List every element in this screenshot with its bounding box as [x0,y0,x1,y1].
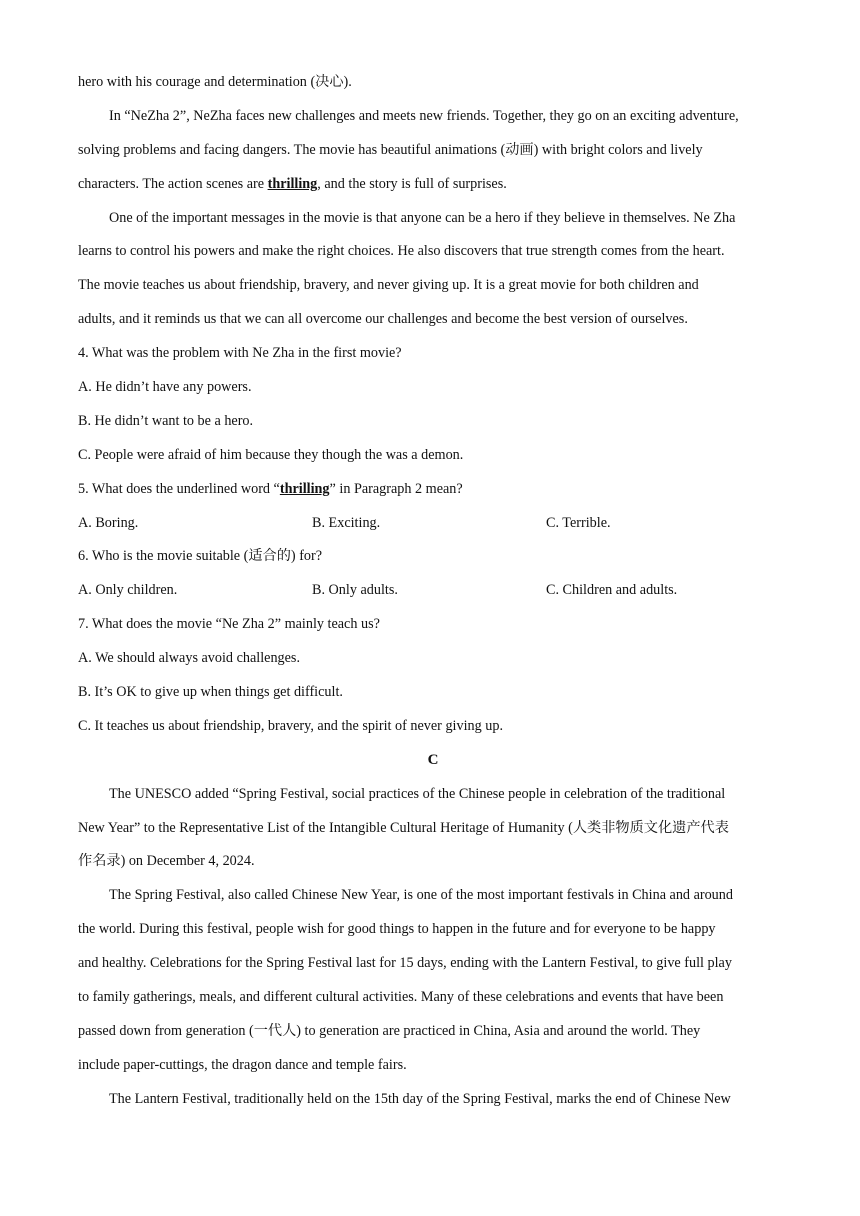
option-b: B. Only adults. [312,582,398,599]
options-row [78,574,788,608]
text-line: The Spring Festival, also called Chinese New Year, is one of the most important festivals in China and around [109,887,733,904]
option-a: A. He didn’t have any powers. [78,379,252,396]
text-line: The Lantern Festival, traditionally held on the 15th day of the Spring Festival, marks the end of Chinese New [109,1090,731,1107]
option-c: C. It teaches us about friendship, bravery, and the spirit of never giving up. [78,717,503,734]
option-b: B. Exciting. [312,514,381,531]
text-line: adults, and it reminds us that we can all overcome our challenges and become the best version of ourselves. [78,311,688,328]
question-6 [78,540,788,608]
passage-b-paragraph-2 [78,100,788,202]
text-line: The movie teaches us about friendship, bravery, and never giving up. It is a great movie for both children and [78,277,699,294]
text-line: to family gatherings, meals, and different cultural activities. Many of these celebrations and events that have been [78,989,724,1006]
option-b: B. It’s OK to give up when things get difficult. [78,684,343,701]
option-a: A. Only children. [78,582,178,599]
question-stem: 7. What does the movie “Ne Zha 2” mainly teach us? [78,616,380,633]
question-4 [78,337,788,473]
text-segment: 5. What does the underlined word “ [78,480,280,497]
question-stem: 6. Who is the movie suitable (适合的) for? [78,548,323,565]
document-page [78,66,788,1117]
passage-c-paragraph-1 [78,778,788,880]
question-stem: 4. What was the problem with Ne Zha in the first movie? [78,345,402,362]
passage-b-paragraph-1-end: hero with his courage and determination (决心). [78,74,352,90]
text-line: and healthy. Celebrations for the Spring Festival last for 15 days, ending with the Lantern Festival, to give full play [78,955,732,972]
text-segment: ” in Paragraph 2 mean? [329,480,463,497]
text-line: passed down from generation (一代人) to generation are practiced in China, Asia and around the world. They [78,1022,701,1039]
option-c: C. People were afraid of him because they though the was a demon. [78,446,464,463]
question-stem [78,473,788,507]
passage-c-paragraph-3 [78,1083,788,1117]
underlined-word: thrilling [279,480,330,497]
text-line: solving problems and facing dangers. The movie has beautiful animations (动画) with bright colors and lively [78,141,703,158]
option-a: A. Boring. [78,514,139,531]
text-line: The UNESCO added “Spring Festival, social practices of the Chinese people in celebration of the traditional [109,785,726,802]
option-c: C. Children and adults. [546,582,678,599]
text-line: 作名录) on December 4, 2024. [78,853,255,870]
option-b: B. He didn’t want to be a hero. [78,412,254,429]
text-line: the world. During this festival, people wish for good things to happen in the future and for everyone to be happy [78,921,716,938]
options-row [78,507,788,541]
option-a: A. We should always avoid challenges. [78,650,300,667]
passage-b-paragraph-3 [78,202,788,338]
question-7 [78,608,788,744]
text-line: In “NeZha 2”, NeZha faces new challenges and meets new friends. Together, they go on an exciting adventure, [109,107,739,124]
section-heading: C [427,751,439,768]
question-5 [78,473,788,541]
text-line: include paper-cuttings, the dragon dance and temple fairs. [78,1056,407,1073]
text-segment: characters. The action scenes are [78,175,268,192]
text-segment: , and the story is full of surprises. [317,175,507,192]
text-line: One of the important messages in the movie is that anyone can be a hero if they believe in themselves. Ne Zha [109,209,736,226]
text-line: New Year” to the Representative List of the Intangible Cultural Heritage of Humanity (人类非物质文化遗产代表 [78,819,729,836]
passage-c-paragraph-2 [78,879,788,1082]
text-line [78,168,788,202]
underlined-word: thrilling [267,175,318,192]
option-c: C. Terrible. [546,514,611,531]
text-line: learns to control his powers and make the right choices. He also discovers that true strength comes from the heart. [78,243,725,260]
